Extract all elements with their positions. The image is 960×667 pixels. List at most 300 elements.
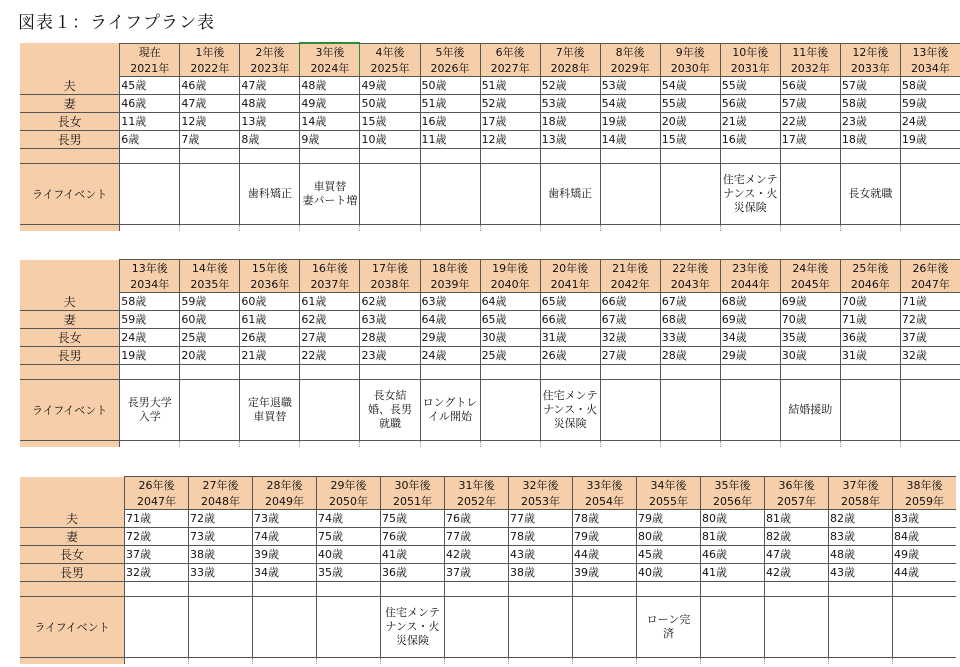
year-offset-cell: 22年後 bbox=[660, 260, 720, 277]
age-cell: 57歳 bbox=[780, 94, 840, 112]
tail-cell bbox=[900, 440, 960, 447]
age-cell: 61歳 bbox=[240, 310, 300, 328]
spacer-cell bbox=[300, 364, 360, 379]
header-corner bbox=[20, 43, 120, 60]
tail-cell bbox=[189, 657, 253, 664]
spacer-cell bbox=[120, 148, 180, 163]
age-cell: 68歳 bbox=[660, 310, 720, 328]
age-cell: 15歳 bbox=[360, 112, 420, 130]
year-offset-cell: 1年後 bbox=[180, 43, 240, 60]
event-cell bbox=[660, 163, 720, 224]
husband-age-row bbox=[20, 77, 960, 95]
tail-cell bbox=[180, 224, 240, 231]
tail-cell bbox=[240, 440, 300, 447]
age-cell: 40歳 bbox=[637, 563, 701, 581]
row-label-wife: 妻 bbox=[20, 310, 120, 328]
event-cell: 長女結 婚、長男 就職 bbox=[360, 379, 420, 440]
age-cell: 24歳 bbox=[420, 346, 480, 364]
year-offset-cell: 26年後 bbox=[900, 260, 960, 277]
year-offset-cell: 36年後 bbox=[765, 477, 829, 494]
event-cell: 住宅メンテ ナンス・火 災保険 bbox=[540, 379, 600, 440]
age-cell: 80歳 bbox=[637, 527, 701, 545]
calendar-year-cell: 2039年 bbox=[420, 276, 480, 293]
age-cell: 74歳 bbox=[317, 510, 381, 528]
age-cell: 55歳 bbox=[720, 77, 780, 95]
event-cell bbox=[317, 596, 381, 657]
age-cell: 26歳 bbox=[240, 328, 300, 346]
age-cell: 83歳 bbox=[893, 510, 957, 528]
calendar-year-cell: 2047年 bbox=[900, 276, 960, 293]
age-cell: 14歳 bbox=[300, 112, 360, 130]
tail-cell bbox=[720, 440, 780, 447]
year-offset-cell: 32年後 bbox=[509, 477, 573, 494]
age-cell: 53歳 bbox=[540, 94, 600, 112]
age-cell: 84歳 bbox=[893, 527, 957, 545]
age-cell: 24歳 bbox=[900, 112, 960, 130]
header-corner bbox=[20, 260, 120, 277]
tail-cell bbox=[573, 657, 637, 664]
age-cell: 56歳 bbox=[720, 94, 780, 112]
age-cell: 18歳 bbox=[840, 130, 900, 148]
calendar-year-cell: 2031年 bbox=[720, 60, 780, 77]
row-label-events: ライフイベント bbox=[20, 596, 125, 657]
calendar-year-cell: 2059年 bbox=[893, 493, 957, 510]
year-offset-cell: 5年後 bbox=[420, 43, 480, 60]
age-cell: 45歳 bbox=[120, 77, 180, 95]
year-offset-cell: 35年後 bbox=[701, 477, 765, 494]
age-cell: 76歳 bbox=[381, 527, 445, 545]
age-cell: 82歳 bbox=[829, 510, 893, 528]
spacer-label bbox=[20, 581, 125, 596]
age-cell: 44歳 bbox=[573, 545, 637, 563]
year-offset-cell: 10年後 bbox=[720, 43, 780, 60]
calendar-year-cell: 2021年 bbox=[120, 60, 180, 77]
age-cell: 26歳 bbox=[540, 346, 600, 364]
age-cell: 41歳 bbox=[701, 563, 765, 581]
tail-cell bbox=[637, 657, 701, 664]
year-offset-cell: 31年後 bbox=[445, 477, 509, 494]
age-cell: 70歳 bbox=[840, 293, 900, 311]
life-event-row bbox=[20, 379, 960, 440]
year-offset-cell: 11年後 bbox=[780, 43, 840, 60]
row-label-daughter: 長女 bbox=[20, 112, 120, 130]
tail-cell bbox=[360, 224, 420, 231]
calendar-year-cell: 2033年 bbox=[840, 60, 900, 77]
age-cell: 49歳 bbox=[893, 545, 957, 563]
spacer-cell bbox=[900, 148, 960, 163]
age-cell: 28歳 bbox=[360, 328, 420, 346]
row-label-events: ライフイベント bbox=[20, 379, 120, 440]
event-cell bbox=[360, 163, 420, 224]
spacer-cell bbox=[720, 364, 780, 379]
event-cell bbox=[780, 163, 840, 224]
year-offset-cell: 34年後 bbox=[637, 477, 701, 494]
spacer-cell bbox=[701, 581, 765, 596]
event-cell: 歯科矯正 bbox=[240, 163, 300, 224]
year-offset-cell: 15年後 bbox=[240, 260, 300, 277]
calendar-year-cell: 2048年 bbox=[189, 493, 253, 510]
event-cell bbox=[840, 379, 900, 440]
tail-cell bbox=[829, 657, 893, 664]
spacer-cell bbox=[240, 148, 300, 163]
age-cell: 49歳 bbox=[360, 77, 420, 95]
age-cell: 75歳 bbox=[381, 510, 445, 528]
spacer-cell bbox=[120, 364, 180, 379]
spacer-cell bbox=[900, 364, 960, 379]
age-cell: 59歳 bbox=[120, 310, 180, 328]
spacer-cell bbox=[480, 364, 540, 379]
age-cell: 17歳 bbox=[780, 130, 840, 148]
tail-cell bbox=[120, 224, 180, 231]
age-cell: 11歳 bbox=[420, 130, 480, 148]
tail-cell bbox=[125, 657, 189, 664]
age-cell: 83歳 bbox=[829, 527, 893, 545]
age-cell: 60歳 bbox=[180, 310, 240, 328]
age-cell: 56歳 bbox=[780, 77, 840, 95]
calendar-year-cell: 2026年 bbox=[420, 60, 480, 77]
row-label-wife: 妻 bbox=[20, 527, 125, 545]
age-cell: 78歳 bbox=[509, 527, 573, 545]
year-header-row bbox=[20, 60, 960, 77]
age-cell: 25歳 bbox=[480, 346, 540, 364]
event-cell bbox=[701, 596, 765, 657]
event-cell bbox=[125, 596, 189, 657]
age-cell: 32歳 bbox=[600, 328, 660, 346]
spacer-cell bbox=[125, 581, 189, 596]
age-cell: 41歳 bbox=[381, 545, 445, 563]
event-cell bbox=[660, 379, 720, 440]
age-cell: 76歳 bbox=[445, 510, 509, 528]
tail-cell bbox=[509, 657, 573, 664]
age-cell: 32歳 bbox=[125, 563, 189, 581]
spacer-cell bbox=[660, 148, 720, 163]
row-label-husband: 夫 bbox=[20, 77, 120, 95]
tail-label bbox=[20, 657, 125, 664]
age-cell: 48歳 bbox=[240, 94, 300, 112]
spacer-cell bbox=[180, 364, 240, 379]
age-cell: 65歳 bbox=[540, 293, 600, 311]
age-cell: 72歳 bbox=[125, 527, 189, 545]
age-cell: 16歳 bbox=[720, 130, 780, 148]
calendar-year-cell: 2035年 bbox=[180, 276, 240, 293]
age-cell: 9歳 bbox=[300, 130, 360, 148]
year-offset-cell: 8年後 bbox=[600, 43, 660, 60]
age-cell: 38歳 bbox=[509, 563, 573, 581]
year-offset-cell: 現在 bbox=[120, 43, 180, 60]
age-cell: 65歳 bbox=[480, 310, 540, 328]
event-cell: ロングトレ イル開始 bbox=[420, 379, 480, 440]
calendar-year-cell: 2041年 bbox=[540, 276, 600, 293]
tail-cell bbox=[180, 440, 240, 447]
row-label-husband: 夫 bbox=[20, 510, 125, 528]
spacer-cell bbox=[600, 364, 660, 379]
tail-cell bbox=[780, 224, 840, 231]
age-cell: 18歳 bbox=[540, 112, 600, 130]
age-cell: 81歳 bbox=[765, 510, 829, 528]
offset-header-row bbox=[20, 477, 956, 494]
age-cell: 64歳 bbox=[420, 310, 480, 328]
event-cell: 住宅メンテ ナンス・火 災保険 bbox=[381, 596, 445, 657]
age-cell: 78歳 bbox=[573, 510, 637, 528]
calendar-year-cell: 2047年 bbox=[125, 493, 189, 510]
event-cell bbox=[420, 163, 480, 224]
tail-cell bbox=[317, 657, 381, 664]
age-cell: 23歳 bbox=[360, 346, 420, 364]
tail-cell bbox=[765, 657, 829, 664]
spacer-label bbox=[20, 148, 120, 163]
age-cell: 47歳 bbox=[240, 77, 300, 95]
age-cell: 8歳 bbox=[240, 130, 300, 148]
spacer-cell bbox=[893, 581, 957, 596]
tail-cell bbox=[360, 440, 420, 447]
year-offset-cell: 17年後 bbox=[360, 260, 420, 277]
event-cell bbox=[600, 379, 660, 440]
spacer-cell bbox=[540, 364, 600, 379]
year-offset-cell: 24年後 bbox=[780, 260, 840, 277]
age-cell: 37歳 bbox=[125, 545, 189, 563]
age-cell: 21歳 bbox=[720, 112, 780, 130]
year-offset-cell: 27年後 bbox=[189, 477, 253, 494]
age-cell: 30歳 bbox=[780, 346, 840, 364]
tail-cell bbox=[420, 440, 480, 447]
calendar-year-cell: 2044年 bbox=[720, 276, 780, 293]
row-label-son: 長男 bbox=[20, 346, 120, 364]
age-cell: 79歳 bbox=[637, 510, 701, 528]
calendar-year-cell: 2055年 bbox=[637, 493, 701, 510]
age-cell: 28歳 bbox=[660, 346, 720, 364]
calendar-year-cell: 2027年 bbox=[480, 60, 540, 77]
age-cell: 59歳 bbox=[180, 293, 240, 311]
age-cell: 19歳 bbox=[600, 112, 660, 130]
spacer-cell bbox=[480, 148, 540, 163]
calendar-year-cell: 2025年 bbox=[360, 60, 420, 77]
plan-grid bbox=[20, 42, 960, 231]
age-cell: 73歳 bbox=[189, 527, 253, 545]
age-cell: 25歳 bbox=[180, 328, 240, 346]
age-cell: 6歳 bbox=[120, 130, 180, 148]
event-cell bbox=[445, 596, 509, 657]
event-cell bbox=[120, 163, 180, 224]
tail-cell bbox=[600, 224, 660, 231]
age-cell: 20歳 bbox=[660, 112, 720, 130]
age-cell: 53歳 bbox=[600, 77, 660, 95]
row-label-husband: 夫 bbox=[20, 293, 120, 311]
calendar-year-cell: 2023年 bbox=[240, 60, 300, 77]
age-cell: 13歳 bbox=[540, 130, 600, 148]
age-cell: 16歳 bbox=[420, 112, 480, 130]
tail-cell bbox=[780, 440, 840, 447]
year-offset-cell: 29年後 bbox=[317, 477, 381, 494]
year-offset-cell: 9年後 bbox=[660, 43, 720, 60]
age-cell: 24歳 bbox=[120, 328, 180, 346]
tail-cell bbox=[900, 224, 960, 231]
event-cell: ローン完 済 bbox=[637, 596, 701, 657]
age-cell: 46歳 bbox=[701, 545, 765, 563]
year-offset-cell: 25年後 bbox=[840, 260, 900, 277]
year-offset-cell: 37年後 bbox=[829, 477, 893, 494]
event-cell bbox=[900, 379, 960, 440]
age-cell: 42歳 bbox=[765, 563, 829, 581]
spacer-cell bbox=[600, 148, 660, 163]
age-cell: 21歳 bbox=[240, 346, 300, 364]
spacer-cell bbox=[829, 581, 893, 596]
daughter-age-row bbox=[20, 328, 960, 346]
age-cell: 37歳 bbox=[445, 563, 509, 581]
year-offset-cell: 13年後 bbox=[120, 260, 180, 277]
header-corner bbox=[20, 60, 120, 77]
age-cell: 79歳 bbox=[573, 527, 637, 545]
spacer-cell bbox=[660, 364, 720, 379]
calendar-year-cell: 2053年 bbox=[509, 493, 573, 510]
row-label-events: ライフイベント bbox=[20, 163, 120, 224]
spacer-label bbox=[20, 364, 120, 379]
age-cell: 47歳 bbox=[765, 545, 829, 563]
year-offset-cell: 7年後 bbox=[540, 43, 600, 60]
age-cell: 34歳 bbox=[253, 563, 317, 581]
spacer-cell bbox=[637, 581, 701, 596]
year-header-row bbox=[20, 493, 956, 510]
age-cell: 35歳 bbox=[317, 563, 381, 581]
age-cell: 34歳 bbox=[720, 328, 780, 346]
tail-cell bbox=[660, 224, 720, 231]
spacer-cell bbox=[253, 581, 317, 596]
spacer-cell bbox=[840, 364, 900, 379]
age-cell: 63歳 bbox=[360, 310, 420, 328]
age-cell: 27歳 bbox=[600, 346, 660, 364]
age-cell: 46歳 bbox=[180, 77, 240, 95]
age-cell: 19歳 bbox=[120, 346, 180, 364]
tail-cell bbox=[240, 224, 300, 231]
calendar-year-cell: 2042年 bbox=[600, 276, 660, 293]
age-cell: 71歳 bbox=[125, 510, 189, 528]
age-cell: 20歳 bbox=[180, 346, 240, 364]
age-cell: 62歳 bbox=[360, 293, 420, 311]
calendar-year-cell: 2037年 bbox=[300, 276, 360, 293]
tail-cell bbox=[840, 224, 900, 231]
age-cell: 39歳 bbox=[253, 545, 317, 563]
husband-age-row bbox=[20, 293, 960, 311]
life-event-row bbox=[20, 596, 956, 657]
age-cell: 62歳 bbox=[300, 310, 360, 328]
tail-cell bbox=[480, 440, 540, 447]
year-offset-cell: 18年後 bbox=[420, 260, 480, 277]
calendar-year-cell: 2024年 bbox=[300, 60, 360, 77]
tail-row bbox=[20, 224, 960, 231]
tail-cell bbox=[600, 440, 660, 447]
figure-title: 図表１：ライフプラン表 bbox=[18, 13, 215, 33]
age-cell: 29歳 bbox=[420, 328, 480, 346]
age-cell: 75歳 bbox=[317, 527, 381, 545]
age-cell: 31歳 bbox=[540, 328, 600, 346]
age-cell: 68歳 bbox=[720, 293, 780, 311]
age-cell: 33歳 bbox=[660, 328, 720, 346]
wife-age-row bbox=[20, 94, 960, 112]
wife-age-row bbox=[20, 527, 956, 545]
calendar-year-cell: 2045年 bbox=[780, 276, 840, 293]
spacer-cell bbox=[540, 148, 600, 163]
wife-age-row bbox=[20, 310, 960, 328]
calendar-year-cell: 2058年 bbox=[829, 493, 893, 510]
age-cell: 22歳 bbox=[300, 346, 360, 364]
age-cell: 12歳 bbox=[480, 130, 540, 148]
year-offset-cell: 33年後 bbox=[573, 477, 637, 494]
son-age-row bbox=[20, 563, 956, 581]
event-cell bbox=[900, 163, 960, 224]
age-cell: 33歳 bbox=[189, 563, 253, 581]
life-plan-table-3 bbox=[20, 476, 960, 664]
event-cell bbox=[180, 163, 240, 224]
age-cell: 63歳 bbox=[420, 293, 480, 311]
tail-cell bbox=[300, 224, 360, 231]
son-age-row bbox=[20, 346, 960, 364]
tail-cell bbox=[720, 224, 780, 231]
row-label-son: 長男 bbox=[20, 130, 120, 148]
spacer-cell bbox=[300, 148, 360, 163]
spacer-cell bbox=[780, 148, 840, 163]
event-cell bbox=[480, 163, 540, 224]
row-label-son: 長男 bbox=[20, 563, 125, 581]
age-cell: 23歳 bbox=[840, 112, 900, 130]
spacer-cell bbox=[360, 148, 420, 163]
age-cell: 46歳 bbox=[120, 94, 180, 112]
calendar-year-cell: 2040年 bbox=[480, 276, 540, 293]
age-cell: 10歳 bbox=[360, 130, 420, 148]
age-cell: 59歳 bbox=[900, 94, 960, 112]
age-cell: 45歳 bbox=[637, 545, 701, 563]
year-offset-cell: 16年後 bbox=[300, 260, 360, 277]
event-cell: 車買替 妻パート増 bbox=[300, 163, 360, 224]
tail-cell bbox=[701, 657, 765, 664]
spacer-cell bbox=[765, 581, 829, 596]
row-label-wife: 妻 bbox=[20, 94, 120, 112]
age-cell: 77歳 bbox=[509, 510, 573, 528]
age-cell: 47歳 bbox=[180, 94, 240, 112]
year-offset-cell: 20年後 bbox=[540, 260, 600, 277]
age-cell: 71歳 bbox=[900, 293, 960, 311]
age-cell: 49歳 bbox=[300, 94, 360, 112]
age-cell: 67歳 bbox=[600, 310, 660, 328]
age-cell: 67歳 bbox=[660, 293, 720, 311]
event-cell bbox=[720, 379, 780, 440]
calendar-year-cell: 2030年 bbox=[660, 60, 720, 77]
calendar-year-cell: 2029年 bbox=[600, 60, 660, 77]
age-cell: 7歳 bbox=[180, 130, 240, 148]
life-event-row bbox=[20, 163, 960, 224]
age-cell: 58歳 bbox=[840, 94, 900, 112]
age-cell: 55歳 bbox=[660, 94, 720, 112]
tail-cell bbox=[381, 657, 445, 664]
son-age-row bbox=[20, 130, 960, 148]
calendar-year-cell: 2032年 bbox=[780, 60, 840, 77]
event-cell bbox=[180, 379, 240, 440]
husband-age-row bbox=[20, 510, 956, 528]
spacer-cell bbox=[720, 148, 780, 163]
age-cell: 27歳 bbox=[300, 328, 360, 346]
spacer-cell bbox=[840, 148, 900, 163]
daughter-age-row bbox=[20, 112, 960, 130]
age-cell: 71歳 bbox=[840, 310, 900, 328]
tail-cell bbox=[893, 657, 957, 664]
age-cell: 40歳 bbox=[317, 545, 381, 563]
spacer-row bbox=[20, 148, 960, 163]
calendar-year-cell: 2051年 bbox=[381, 493, 445, 510]
age-cell: 14歳 bbox=[600, 130, 660, 148]
age-cell: 77歳 bbox=[445, 527, 509, 545]
event-cell bbox=[480, 379, 540, 440]
year-offset-cell: 3年後 bbox=[300, 43, 360, 60]
calendar-year-cell: 2054年 bbox=[573, 493, 637, 510]
life-plan-table-1 bbox=[20, 42, 960, 231]
